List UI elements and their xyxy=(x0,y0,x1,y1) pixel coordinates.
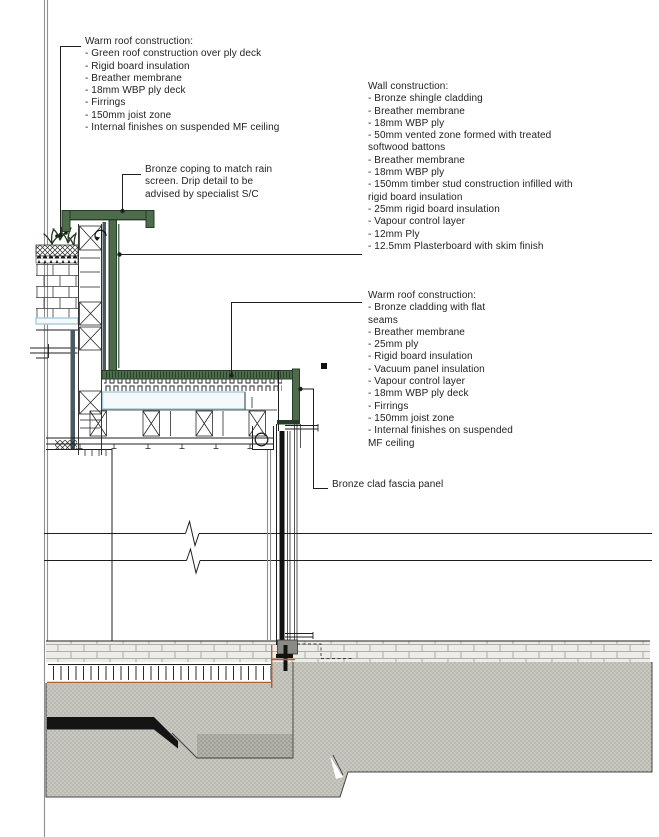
annotation-line: - 50mm vented zone formed with treated xyxy=(368,130,552,142)
annotation-line: - 18mm WBP ply deck xyxy=(368,388,469,400)
annotation-line: - 150mm joist zone xyxy=(368,412,455,424)
panel-end-lines xyxy=(245,392,252,410)
sill-bracket xyxy=(285,632,313,639)
heating-ticks-band xyxy=(48,665,272,681)
leader-warm-roof-upper xyxy=(61,47,82,235)
trench-fill xyxy=(197,734,293,758)
annotation-wall-construction xyxy=(368,81,573,253)
fascia-bottom-cap xyxy=(277,420,300,425)
annotation-line: rigid board insulation xyxy=(368,191,463,203)
insulation-brick-band xyxy=(36,263,78,318)
stud-brace-low xyxy=(80,391,102,414)
annotation-line: - 18mm WBP ply xyxy=(368,167,445,179)
wall-base-hatch xyxy=(55,440,77,449)
joist-brace-2 xyxy=(143,411,160,436)
annotation-line: - Internal finishes on suspended MF ceiling xyxy=(85,122,280,134)
substrate-hatch xyxy=(36,245,78,256)
membrane-strip-lower xyxy=(71,330,76,449)
annotation-line: - Firrings xyxy=(368,400,409,412)
glass-lines-outer xyxy=(295,424,298,641)
annotation-line: - Breather membrane xyxy=(368,105,465,117)
annotation-line: Wall construction: xyxy=(368,81,449,92)
coping-drip-right xyxy=(146,211,154,228)
drip-edge-mark xyxy=(321,363,327,369)
annotation-line: - Bronze cladding with flat xyxy=(368,302,486,314)
leader-dot-wall-construction xyxy=(117,252,121,256)
annotation-line: - Breather membrane xyxy=(368,326,465,338)
insulation-wave-band xyxy=(104,380,282,392)
break-symbol-upper xyxy=(186,522,200,546)
glass-lines-inner xyxy=(288,431,291,645)
annotation-line: MF ceiling xyxy=(368,437,415,449)
membrane-strip xyxy=(103,222,107,371)
leader-bronze-coping xyxy=(123,175,142,210)
drainage-triangles xyxy=(36,256,78,263)
annotation-warm-roof-lower xyxy=(368,290,513,450)
bronze-cladding-parapet xyxy=(109,219,117,372)
annotation-warm-roof-upper xyxy=(85,36,279,134)
stud-brace-mid2 xyxy=(80,327,102,350)
leader-dot-warm-roof-lower xyxy=(229,373,233,377)
annotation-line: seams xyxy=(368,314,398,326)
annotation-line: Bronze coping to match rain xyxy=(145,164,273,175)
green-roof-layers xyxy=(36,225,78,330)
stud-brace-mid1 xyxy=(80,302,102,325)
annotation-line: - Vacuum panel insulation xyxy=(368,363,485,375)
annotation-line: - 25mm rigid board insulation xyxy=(368,203,500,215)
annotation-line: - Bronze shingle cladding xyxy=(368,93,483,105)
joist-lines xyxy=(171,411,224,436)
ceiling-lines xyxy=(46,438,274,444)
coping-cap xyxy=(62,211,154,220)
annotation-line: Warm roof construction: xyxy=(368,290,477,301)
annotation-line: - Firrings xyxy=(85,97,126,109)
leader-warm-roof-lower xyxy=(232,303,363,375)
leader-dot-fascia xyxy=(298,387,302,391)
joist-brace-4 xyxy=(249,411,266,436)
annotation-line: - 12.5mm Plasterboard with skim finish xyxy=(368,240,544,252)
bronze-coping xyxy=(62,211,154,232)
leader-dot-warm-roof-upper xyxy=(59,233,63,237)
ceiling-hangers xyxy=(78,444,253,449)
leader-dot-bronze-coping xyxy=(120,209,124,213)
annotation-line: - Green roof construction over ply deck xyxy=(85,48,262,60)
leader-fascia xyxy=(302,389,328,489)
annotation-line: - 18mm WBP ply xyxy=(368,117,445,129)
coping-drip-left xyxy=(62,211,70,232)
vacuum-panel-band xyxy=(103,392,246,409)
joist-brace-1 xyxy=(90,411,107,436)
annotation-line: - 12mm Ply xyxy=(368,228,420,240)
annotation-line: advised by specialist S/C xyxy=(145,188,259,200)
fixing-anchor-horizontal xyxy=(276,654,293,658)
annotation-line: - Rigid board insulation xyxy=(368,351,473,363)
annotation-line: - 18mm WBP ply deck xyxy=(85,85,186,97)
roof-band-ticks xyxy=(104,372,298,379)
joist-brace-3 xyxy=(196,411,213,436)
annotation-line: - Rigid board insulation xyxy=(85,60,190,72)
annotation-line: softwood battons xyxy=(368,142,446,154)
annotation-line: Warm roof construction: xyxy=(85,36,194,47)
annotation-line: - Breather membrane xyxy=(85,72,182,84)
existing-deck-lines xyxy=(30,344,78,358)
bronze-fascia-panel xyxy=(293,369,300,423)
annotation-line: - Vapour control layer xyxy=(368,216,466,228)
wall-base-ticks xyxy=(85,450,106,457)
glazing-mullion xyxy=(280,431,285,645)
screed-band xyxy=(46,641,650,662)
annotation-line: - 25mm ply xyxy=(368,339,419,351)
annotation-line: - Breather membrane xyxy=(368,154,465,166)
frame-gray-lines xyxy=(268,450,271,641)
annotation-line: - 150mm timber stud construction infilled with xyxy=(368,179,573,191)
annotation-line: - Internal finishes on suspended xyxy=(368,425,513,437)
break-symbol-lower xyxy=(187,549,201,573)
break-lines xyxy=(44,522,652,574)
annotation-line: screen. Drip detail to be xyxy=(145,176,254,188)
annotation-fascia xyxy=(332,479,443,491)
annotation-bronze-coping xyxy=(145,164,272,201)
annotation-line: Bronze clad fascia panel xyxy=(332,479,444,490)
annotation-line: - 150mm joist zone xyxy=(85,109,172,121)
membrane-blue-band xyxy=(36,318,78,324)
annotation-line: - Vapour control layer xyxy=(368,376,466,388)
